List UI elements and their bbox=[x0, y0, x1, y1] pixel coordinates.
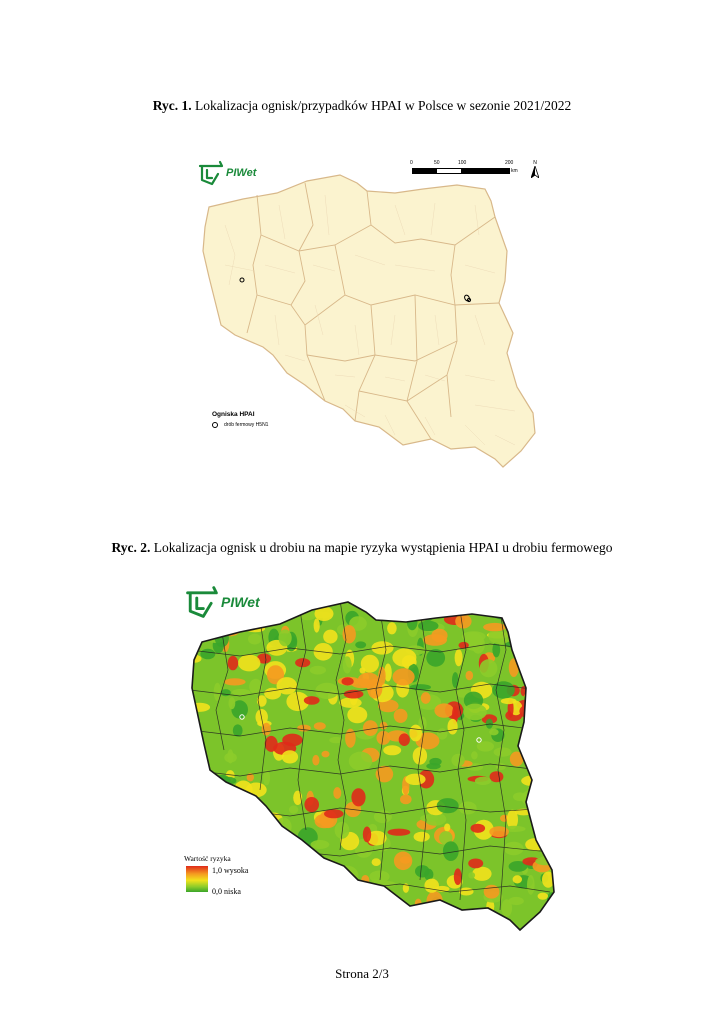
risk-patch bbox=[282, 600, 290, 612]
risk-patch bbox=[363, 827, 371, 843]
risk-patch bbox=[400, 795, 412, 805]
figure-1-label: Ryc. 1. bbox=[152, 98, 192, 113]
risk-patch bbox=[213, 807, 224, 816]
risk-patch bbox=[279, 629, 292, 646]
legend-item-label: drób fermowy H5N1 bbox=[224, 422, 269, 428]
risk-patch bbox=[277, 603, 295, 615]
risk-patch bbox=[541, 809, 556, 817]
risk-patch bbox=[392, 648, 416, 666]
risk-patch bbox=[532, 915, 548, 922]
risk-patch bbox=[488, 915, 496, 927]
risk-patch bbox=[227, 749, 233, 763]
risk-patch bbox=[347, 707, 367, 724]
risk-patch bbox=[532, 713, 544, 719]
risk-patch bbox=[494, 613, 513, 619]
risk-patch bbox=[330, 869, 345, 880]
risk-patch bbox=[471, 824, 486, 833]
risk-patch bbox=[224, 678, 246, 685]
risk-patch bbox=[525, 838, 545, 851]
risk-patch bbox=[381, 916, 396, 934]
risk-patch bbox=[198, 793, 219, 811]
risk-patch bbox=[202, 910, 208, 921]
risk-patch bbox=[270, 876, 277, 895]
risk-patch bbox=[400, 856, 411, 864]
risk-patch bbox=[333, 888, 353, 900]
risk-patch bbox=[349, 752, 372, 771]
risk-patch bbox=[282, 750, 298, 763]
risk-patch bbox=[541, 627, 561, 635]
figure-1-title: Lokalizacja ognisk/przypadków HPAI w Polsce w sezonie 2021/2022 bbox=[191, 98, 572, 113]
risk-patch bbox=[284, 919, 306, 931]
risk-patch bbox=[364, 921, 384, 930]
risk-patch bbox=[306, 875, 313, 890]
risk-patch bbox=[455, 649, 463, 666]
risk-patch bbox=[355, 641, 366, 648]
scale-unit: km bbox=[511, 168, 518, 174]
risk-patch bbox=[490, 771, 504, 782]
risk-patch bbox=[181, 627, 201, 641]
risk-patch bbox=[429, 758, 441, 766]
risk-patch bbox=[388, 829, 411, 836]
risk-patch bbox=[382, 911, 405, 921]
risk-patch bbox=[466, 671, 474, 680]
risk-patch bbox=[255, 818, 268, 831]
risk-patch bbox=[307, 911, 320, 926]
risk-patch bbox=[248, 634, 261, 645]
risk-patch bbox=[343, 886, 355, 900]
risk-patch bbox=[415, 608, 422, 620]
risk-patch bbox=[197, 904, 208, 911]
risk-patch bbox=[312, 755, 319, 766]
risk-patch bbox=[443, 604, 458, 614]
legend-title: Wartość ryzyka bbox=[184, 854, 231, 863]
risk-patch bbox=[399, 594, 421, 612]
risk-patch bbox=[519, 654, 534, 667]
risk-patch bbox=[287, 895, 310, 906]
risk-patch bbox=[337, 890, 344, 908]
piwet-logo bbox=[198, 160, 256, 186]
risk-patch bbox=[360, 910, 375, 929]
figure-1-caption bbox=[0, 98, 724, 114]
risk-patch bbox=[383, 745, 401, 755]
risk-patch bbox=[233, 724, 243, 736]
risk-patch bbox=[420, 815, 438, 822]
risk-patch bbox=[315, 683, 338, 699]
risk-patch bbox=[229, 697, 236, 709]
risk-patch bbox=[181, 746, 199, 763]
risk-patch bbox=[369, 871, 389, 883]
risk-patch bbox=[254, 829, 272, 838]
risk-patch bbox=[333, 877, 356, 886]
legend-item bbox=[212, 422, 268, 428]
risk-patch bbox=[513, 875, 522, 883]
risk-patch bbox=[306, 868, 330, 885]
piwet-logo-text: PIWet bbox=[221, 594, 260, 610]
risk-patch bbox=[405, 774, 425, 785]
risk-patch bbox=[331, 891, 339, 908]
risk-patch bbox=[502, 601, 520, 608]
risk-patch bbox=[228, 656, 239, 670]
risk-patch bbox=[535, 819, 553, 832]
risk-patch bbox=[538, 893, 548, 900]
risk-patch bbox=[189, 793, 205, 805]
risk-patch bbox=[218, 897, 224, 912]
risk-patch bbox=[186, 765, 208, 772]
risk-patch bbox=[471, 751, 478, 759]
risk-patch bbox=[396, 919, 409, 928]
risk-patch bbox=[421, 692, 431, 704]
risk-patch bbox=[475, 926, 499, 935]
risk-patch bbox=[272, 840, 293, 850]
risk-patch bbox=[484, 885, 500, 899]
risk-patch bbox=[277, 677, 298, 694]
piwet-logo-icon bbox=[185, 585, 219, 619]
risk-patch bbox=[311, 840, 330, 849]
risk-patch bbox=[468, 872, 475, 878]
risk-patch bbox=[304, 797, 319, 812]
risk-patch bbox=[284, 869, 307, 882]
risk-patch bbox=[377, 597, 389, 612]
north-arrow-icon bbox=[531, 166, 539, 178]
risk-patch bbox=[296, 907, 313, 919]
figure-2-caption bbox=[0, 540, 724, 556]
risk-patch bbox=[498, 605, 512, 617]
risk-patch bbox=[205, 811, 219, 823]
risk-patch bbox=[342, 677, 354, 685]
risk-patch bbox=[258, 919, 275, 932]
risk-patch bbox=[390, 906, 407, 925]
risk-patch bbox=[289, 806, 298, 814]
risk-patch bbox=[444, 824, 450, 832]
risk-patch bbox=[207, 620, 221, 636]
risk-patch bbox=[314, 722, 326, 730]
risk-patch bbox=[288, 841, 304, 859]
risk-patch bbox=[421, 917, 434, 927]
risk-patch bbox=[232, 793, 251, 803]
scale-tick-label: 50 bbox=[434, 160, 440, 166]
risk-patch bbox=[360, 667, 366, 673]
north-label: N bbox=[533, 160, 537, 166]
figure-1-legend bbox=[212, 411, 268, 428]
scale-bar bbox=[410, 160, 540, 184]
risk-patch bbox=[517, 617, 539, 636]
risk-patch bbox=[268, 870, 276, 878]
risk-patch bbox=[318, 902, 332, 914]
risk-patch bbox=[486, 719, 493, 729]
risk-patch bbox=[496, 763, 506, 770]
risk-patch bbox=[394, 709, 408, 723]
risk-patch bbox=[439, 914, 452, 926]
risk-patch bbox=[186, 913, 204, 930]
risk-patch bbox=[550, 852, 559, 860]
risk-patch bbox=[324, 809, 344, 818]
risk-patch bbox=[351, 788, 365, 806]
risk-patch bbox=[468, 859, 483, 869]
risk-patch bbox=[200, 649, 215, 660]
risk-patch bbox=[262, 819, 274, 835]
risk-patch bbox=[447, 913, 455, 923]
risk-patch bbox=[492, 681, 515, 698]
risk-patch bbox=[199, 775, 205, 782]
scale-tick-label: 0 bbox=[410, 160, 413, 166]
risk-patch bbox=[188, 801, 201, 818]
risk-patch bbox=[242, 842, 255, 852]
piwet-logo-text: PIWet bbox=[226, 167, 257, 179]
risk-patch bbox=[415, 592, 425, 610]
risk-patch bbox=[451, 754, 464, 767]
figure-2-label: Ryc. 2. bbox=[111, 540, 151, 555]
risk-patch bbox=[223, 791, 243, 803]
risk-patch bbox=[286, 900, 304, 911]
risk-patch bbox=[187, 752, 194, 766]
risk-patch bbox=[314, 618, 320, 632]
risk-patch bbox=[214, 683, 221, 701]
risk-patch bbox=[200, 914, 212, 922]
risk-patch bbox=[532, 634, 541, 646]
risk-patch bbox=[501, 698, 517, 704]
risk-patch bbox=[475, 777, 491, 785]
risk-patch bbox=[519, 704, 540, 719]
risk-patch bbox=[269, 867, 283, 873]
scale-tick-label: 200 bbox=[505, 160, 514, 166]
risk-patch bbox=[454, 868, 462, 885]
risk-patch bbox=[540, 912, 547, 929]
risk-patch bbox=[418, 904, 436, 920]
risk-patch bbox=[509, 658, 519, 677]
risk-patch bbox=[196, 928, 216, 937]
risk-patch bbox=[527, 668, 542, 677]
risk-patch bbox=[543, 674, 554, 691]
risk-patch bbox=[243, 824, 265, 841]
risk-patch bbox=[343, 656, 352, 673]
risk-patch bbox=[371, 641, 393, 654]
risk-patch bbox=[489, 826, 509, 837]
risk-patch bbox=[333, 787, 341, 799]
risk-patch bbox=[494, 747, 512, 756]
risk-patch bbox=[249, 679, 262, 695]
risk-patch bbox=[319, 900, 329, 906]
risk-patch bbox=[187, 805, 198, 817]
risk-patch bbox=[304, 696, 320, 705]
risk-patch bbox=[462, 631, 486, 642]
risk-patch bbox=[527, 875, 535, 895]
risk-patch bbox=[524, 626, 542, 640]
risk-patch bbox=[361, 875, 369, 885]
risk-patch bbox=[424, 879, 439, 893]
legend-high-label: 1,0 wysoka bbox=[212, 866, 249, 875]
risk-patch bbox=[448, 719, 458, 735]
risk-patch bbox=[290, 883, 299, 903]
page-number: Strona 2/3 bbox=[335, 966, 389, 981]
risk-patch bbox=[195, 822, 211, 830]
risk-patch bbox=[402, 605, 414, 612]
risk-patch bbox=[404, 599, 422, 611]
piwet-logo bbox=[185, 585, 260, 619]
risk-patch bbox=[387, 622, 397, 634]
figure-2-title: Lokalizacja ognisk u drobiu na mapie ryzyka wystąpienia HPAI u drobiu fermowego bbox=[150, 540, 613, 555]
risk-patch bbox=[393, 668, 415, 685]
risk-patch bbox=[414, 832, 430, 842]
risk-patch bbox=[409, 725, 422, 742]
risk-patch bbox=[463, 704, 487, 721]
legend-title: Ogniska HPAI bbox=[212, 411, 255, 418]
risk-patch bbox=[323, 630, 337, 644]
risk-patch bbox=[322, 751, 330, 758]
risk-patch bbox=[265, 892, 272, 909]
risk-patch bbox=[530, 621, 539, 629]
risk-patch bbox=[189, 703, 210, 712]
risk-patch bbox=[360, 893, 378, 903]
risk-patch bbox=[418, 621, 438, 631]
risk-patch bbox=[372, 858, 381, 866]
outbreak-circle-icon bbox=[212, 422, 218, 428]
risk-patch bbox=[399, 733, 410, 746]
risk-patch bbox=[434, 703, 453, 717]
risk-patch bbox=[477, 741, 494, 751]
risk-patch bbox=[459, 802, 477, 815]
risk-patch bbox=[521, 775, 544, 786]
risk-patch bbox=[296, 920, 308, 937]
risk-patch bbox=[502, 899, 513, 917]
risk-patch bbox=[550, 783, 556, 798]
scale-tick-label: 100 bbox=[458, 160, 467, 166]
risk-patch bbox=[307, 874, 323, 890]
risk-patch bbox=[403, 920, 418, 928]
risk-patch bbox=[480, 659, 498, 677]
risk-patch bbox=[238, 655, 260, 672]
risk-patch bbox=[415, 865, 430, 877]
risk-patch bbox=[489, 729, 498, 736]
north-arrow bbox=[530, 160, 540, 180]
risk-patch bbox=[310, 666, 326, 675]
scale-bar-graphic bbox=[412, 168, 510, 174]
risk-patch bbox=[331, 912, 351, 922]
risk-patch bbox=[472, 867, 491, 881]
piwet-logo-icon bbox=[198, 160, 224, 186]
risk-patch bbox=[505, 642, 522, 648]
risk-patch bbox=[189, 919, 209, 931]
risk-patch bbox=[294, 856, 311, 870]
risk-patch bbox=[532, 637, 551, 647]
figure-2-legend bbox=[184, 854, 249, 896]
risk-patch bbox=[521, 790, 545, 807]
risk-color-ramp bbox=[186, 866, 208, 892]
legend-low-label: 0,0 niska bbox=[212, 887, 241, 896]
risk-patch bbox=[431, 629, 447, 642]
risk-patch bbox=[541, 666, 557, 686]
risk-patch bbox=[185, 771, 198, 778]
risk-patch bbox=[534, 705, 542, 720]
risk-patch bbox=[452, 672, 459, 688]
risk-patch bbox=[543, 595, 555, 610]
